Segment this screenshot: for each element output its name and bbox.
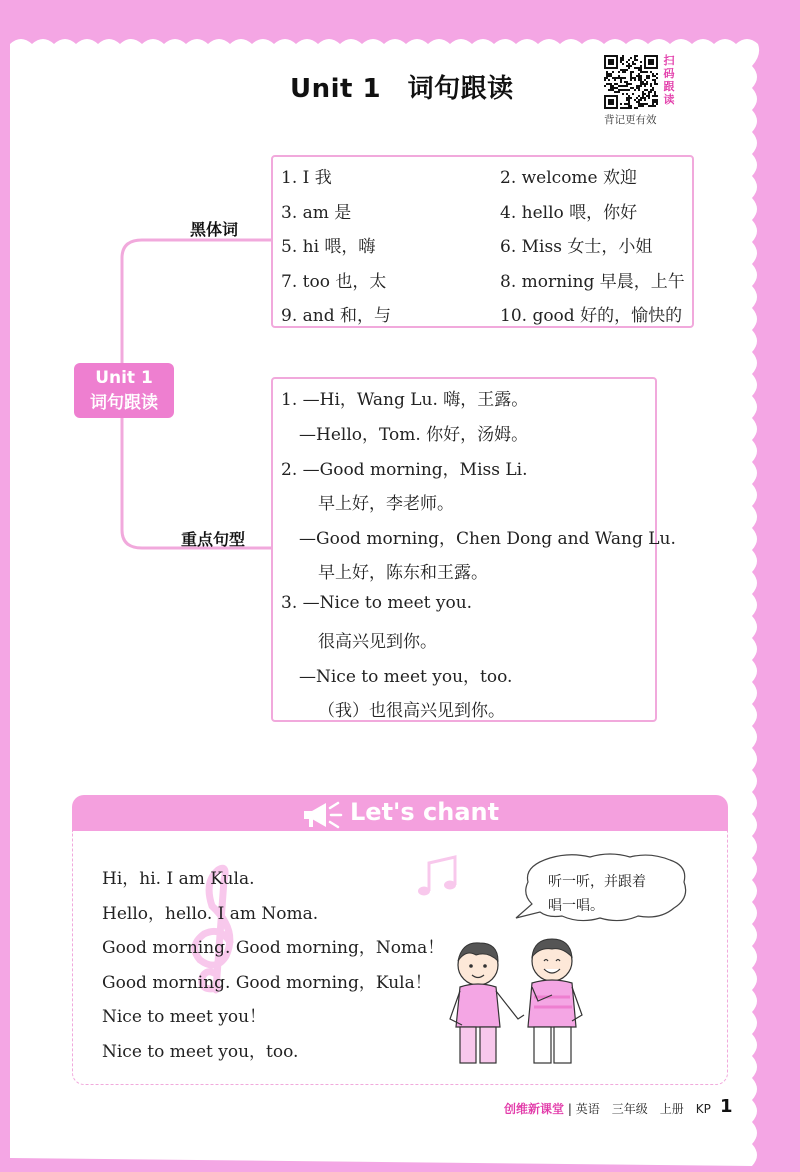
megaphone-icon <box>300 800 346 830</box>
qr-hint-char: 码 <box>663 67 675 80</box>
qr-hint-char: 扫 <box>663 54 675 67</box>
chant-line: Good morning. Good morning，Kula！ <box>102 973 432 993</box>
unit-tag <box>74 363 174 418</box>
qr-hint-char: 跟 <box>663 80 675 93</box>
vocab-item: 7. too 也，太 <box>281 272 387 292</box>
vocab-item: 1. I 我 <box>281 168 332 188</box>
chant-line: Hello，hello. I am Noma. <box>102 904 319 924</box>
vocab-item: 9. and 和，与 <box>281 306 391 326</box>
sentence-line: 3. —Nice to meet you. <box>281 593 473 613</box>
page-title: Unit 1 词句跟读 <box>290 74 514 104</box>
unit-tag-line: 词句跟读 <box>90 393 158 413</box>
chant-line: Nice to meet you！ <box>102 1007 267 1027</box>
bubble-line: 唱一唱。 <box>548 898 604 914</box>
chant-line: Nice to meet you，too. <box>102 1042 299 1062</box>
vocab-item: 6. Miss 女士，小姐 <box>500 237 653 257</box>
bubble-line: 听一听，并跟着 <box>548 874 646 890</box>
vocab-item: 3. am 是 <box>281 203 352 223</box>
sentence-line: 早上好，李老师。 <box>318 494 454 514</box>
words-branch-label: 黑体词 <box>190 220 239 239</box>
qr-caption: 背记更有效 <box>604 114 657 126</box>
vocab-item: 10. good 好的，愉快的 <box>500 306 683 326</box>
footer-info <box>504 1100 711 1117</box>
sentence-line: —Nice to meet you，too. <box>299 667 513 687</box>
vocabulary-box <box>271 155 694 328</box>
key-sentences-box <box>271 377 676 722</box>
chant-line: Hi，hi. I am Kula. <box>102 869 255 889</box>
sentence-line: 1. —Hi，Wang Lu. 嗨，王露。 <box>281 390 529 410</box>
speech-bubble-text <box>548 870 688 918</box>
sentence-line: 很高兴见到你。 <box>318 632 437 652</box>
footer-brand: 创维新课堂 <box>504 1102 565 1116</box>
unit-tag-line: Unit 1 <box>95 368 153 388</box>
sentence-line: —Good morning，Chen Dong and Wang Lu. <box>299 529 676 549</box>
sentences-branch-label: 重点句型 <box>181 530 246 549</box>
chant-line: Good morning. Good morning，Noma！ <box>102 938 445 958</box>
vocab-item: 2. welcome 欢迎 <box>500 168 638 188</box>
qr-hint-char: 读 <box>663 93 675 106</box>
sentence-line: 2. —Good morning，Miss Li. <box>281 460 528 480</box>
children-illustration <box>440 935 590 1070</box>
vocab-item: 8. morning 早晨，上午 <box>500 272 685 292</box>
footer-divider: | <box>567 1102 572 1116</box>
sentence-line: 早上好，陈东和王露。 <box>318 563 488 583</box>
vocab-item: 5. hi 喂，嗨 <box>281 237 376 257</box>
vocab-item: 4. hello 喂，你好 <box>500 203 638 223</box>
sentence-line: —Hello，Tom. 你好，汤姆。 <box>299 425 529 445</box>
page-number: 1 <box>720 1096 733 1117</box>
music-notes-icon <box>415 855 463 899</box>
chant-title: Let's chant <box>350 798 500 826</box>
footer-book-info: 英语 三年级 上册 KP <box>575 1102 711 1116</box>
sentence-line: （我）也很高兴见到你。 <box>318 701 505 721</box>
